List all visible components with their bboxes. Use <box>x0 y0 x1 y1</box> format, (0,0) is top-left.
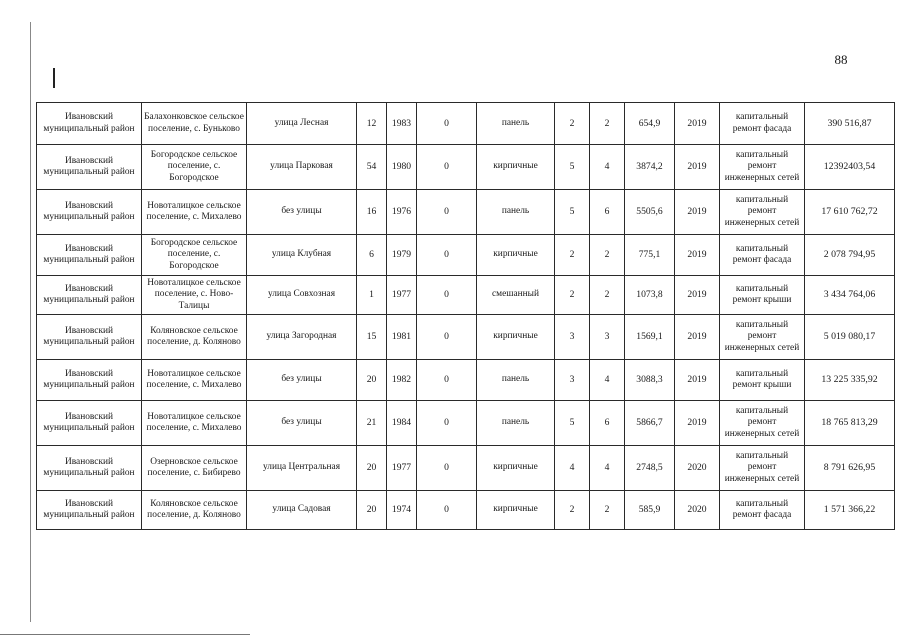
settlement-cell: Балахонковское сельское поселение, с. Буньково <box>142 103 247 145</box>
zero-value-cell: 0 <box>417 446 477 491</box>
cost-cell: 17 610 762,72 <box>805 190 895 235</box>
table-row <box>37 235 895 276</box>
wall-material-cell: панель <box>477 401 555 446</box>
work-type-cell: капитальный ремонт крыши <box>720 276 805 315</box>
table-row <box>37 103 895 145</box>
page-number: 88 <box>834 52 848 67</box>
floors-cell: 3 <box>555 315 590 360</box>
wall-material-cell: кирпичные <box>477 235 555 276</box>
wall-material-cell: кирпичные <box>477 145 555 190</box>
work-type-cell: капитальный ремонт инженерных сетей <box>720 401 805 446</box>
cost-cell: 13 225 335,92 <box>805 360 895 401</box>
work-type-cell: капитальный ремонт крыши <box>720 360 805 401</box>
house-number-cell: 16 <box>357 190 387 235</box>
cost-cell: 8 791 626,95 <box>805 446 895 491</box>
municipality-cell: Ивановский муниципальный район <box>37 103 142 145</box>
table-row <box>37 401 895 446</box>
municipality-cell: Ивановский муниципальный район <box>37 446 142 491</box>
street-cell: улица Загородная <box>247 315 357 360</box>
zero-value-cell: 0 <box>417 491 477 530</box>
entrances-cell: 6 <box>590 190 625 235</box>
wall-material-cell: кирпичные <box>477 446 555 491</box>
work-type-cell: капитальный ремонт инженерных сетей <box>720 315 805 360</box>
floors-cell: 5 <box>555 190 590 235</box>
plan-year-cell: 2019 <box>675 360 720 401</box>
plan-year-cell: 2020 <box>675 446 720 491</box>
plan-year-cell: 2019 <box>675 190 720 235</box>
work-type-cell: капитальный ремонт фасада <box>720 235 805 276</box>
area-cell: 775,1 <box>625 235 675 276</box>
table-row <box>37 190 895 235</box>
work-type-cell: капитальный ремонт инженерных сетей <box>720 145 805 190</box>
work-type-cell: капитальный ремонт инженерных сетей <box>720 446 805 491</box>
street-cell: улица Клубная <box>247 235 357 276</box>
table-row <box>37 446 895 491</box>
zero-value-cell: 0 <box>417 103 477 145</box>
house-number-cell: 54 <box>357 145 387 190</box>
plan-year-cell: 2019 <box>675 145 720 190</box>
entrances-cell: 2 <box>590 491 625 530</box>
floors-cell: 5 <box>555 145 590 190</box>
table-row <box>37 276 895 315</box>
settlement-cell: Богородское сельское поселение, с. Богородское <box>142 145 247 190</box>
build-year-cell: 1977 <box>387 446 417 491</box>
wall-material-cell: панель <box>477 360 555 401</box>
municipality-cell: Ивановский муниципальный район <box>37 145 142 190</box>
zero-value-cell: 0 <box>417 145 477 190</box>
zero-value-cell: 0 <box>417 360 477 401</box>
entrances-cell: 3 <box>590 315 625 360</box>
zero-value-cell: 0 <box>417 235 477 276</box>
build-year-cell: 1976 <box>387 190 417 235</box>
zero-value-cell: 0 <box>417 276 477 315</box>
build-year-cell: 1982 <box>387 360 417 401</box>
plan-year-cell: 2019 <box>675 103 720 145</box>
work-type-cell: капитальный ремонт фасада <box>720 491 805 530</box>
plan-year-cell: 2019 <box>675 401 720 446</box>
table-row <box>37 491 895 530</box>
house-number-cell: 6 <box>357 235 387 276</box>
cost-cell: 5 019 080,17 <box>805 315 895 360</box>
municipality-cell: Ивановский муниципальный район <box>37 235 142 276</box>
entrances-cell: 2 <box>590 235 625 276</box>
municipality-cell: Ивановский муниципальный район <box>37 491 142 530</box>
settlement-cell: Новоталицкое сельское поселение, с. Михалево <box>142 401 247 446</box>
floors-cell: 2 <box>555 491 590 530</box>
wall-material-cell: кирпичные <box>477 491 555 530</box>
municipality-cell: Ивановский муниципальный район <box>37 315 142 360</box>
table-row <box>37 145 895 190</box>
area-cell: 5866,7 <box>625 401 675 446</box>
area-cell: 3874,2 <box>625 145 675 190</box>
house-number-cell: 1 <box>357 276 387 315</box>
table-row <box>37 360 895 401</box>
entrances-cell: 6 <box>590 401 625 446</box>
settlement-cell: Коляновское сельское поселение, д. Коляново <box>142 315 247 360</box>
municipality-cell: Ивановский муниципальный район <box>37 360 142 401</box>
scan-mark <box>0 634 250 635</box>
house-number-cell: 20 <box>357 360 387 401</box>
wall-material-cell: панель <box>477 190 555 235</box>
street-cell: без улицы <box>247 401 357 446</box>
wall-material-cell: смешанный <box>477 276 555 315</box>
municipality-cell: Ивановский муниципальный район <box>37 276 142 315</box>
settlement-cell: Новоталицкое сельское поселение, с. Михалево <box>142 190 247 235</box>
plan-year-cell: 2019 <box>675 315 720 360</box>
scan-margin-line <box>30 22 31 622</box>
settlement-cell: Богородское сельское поселение, с. Богородское <box>142 235 247 276</box>
zero-value-cell: 0 <box>417 315 477 360</box>
floors-cell: 3 <box>555 360 590 401</box>
cost-cell: 2 078 794,95 <box>805 235 895 276</box>
floors-cell: 4 <box>555 446 590 491</box>
floors-cell: 2 <box>555 235 590 276</box>
wall-material-cell: панель <box>477 103 555 145</box>
cost-cell: 1 571 366,22 <box>805 491 895 530</box>
work-type-cell: капитальный ремонт фасада <box>720 103 805 145</box>
house-number-cell: 20 <box>357 491 387 530</box>
cost-cell: 390 516,87 <box>805 103 895 145</box>
municipality-cell: Ивановский муниципальный район <box>37 401 142 446</box>
area-cell: 3088,3 <box>625 360 675 401</box>
area-cell: 1073,8 <box>625 276 675 315</box>
work-type-cell: капитальный ремонт инженерных сетей <box>720 190 805 235</box>
street-cell: улица Парковая <box>247 145 357 190</box>
build-year-cell: 1977 <box>387 276 417 315</box>
area-cell: 2748,5 <box>625 446 675 491</box>
table-row <box>37 315 895 360</box>
build-year-cell: 1974 <box>387 491 417 530</box>
street-cell: улица Лесная <box>247 103 357 145</box>
build-year-cell: 1984 <box>387 401 417 446</box>
house-number-cell: 15 <box>357 315 387 360</box>
settlement-cell: Коляновское сельское поселение, д. Коляново <box>142 491 247 530</box>
street-cell: улица Центральная <box>247 446 357 491</box>
cost-cell: 3 434 764,06 <box>805 276 895 315</box>
house-number-cell: 20 <box>357 446 387 491</box>
street-cell: улица Садовая <box>247 491 357 530</box>
cost-cell: 18 765 813,29 <box>805 401 895 446</box>
settlement-cell: Озерновское сельское поселение, с. Бибирево <box>142 446 247 491</box>
house-number-cell: 21 <box>357 401 387 446</box>
wall-material-cell: кирпичные <box>477 315 555 360</box>
settlement-cell: Новоталицкое сельское поселение, с. Михалево <box>142 360 247 401</box>
build-year-cell: 1979 <box>387 235 417 276</box>
plan-year-cell: 2019 <box>675 276 720 315</box>
area-cell: 5505,6 <box>625 190 675 235</box>
area-cell: 654,9 <box>625 103 675 145</box>
entrances-cell: 4 <box>590 145 625 190</box>
floors-cell: 2 <box>555 276 590 315</box>
house-number-cell: 12 <box>357 103 387 145</box>
plan-year-cell: 2020 <box>675 491 720 530</box>
build-year-cell: 1981 <box>387 315 417 360</box>
entrances-cell: 2 <box>590 276 625 315</box>
area-cell: 1569,1 <box>625 315 675 360</box>
zero-value-cell: 0 <box>417 190 477 235</box>
floors-cell: 2 <box>555 103 590 145</box>
settlement-cell: Новоталицкое сельское поселение, с. Ново-Талицы <box>142 276 247 315</box>
floors-cell: 5 <box>555 401 590 446</box>
entrances-cell: 4 <box>590 360 625 401</box>
street-cell: без улицы <box>247 360 357 401</box>
street-cell: улица Совхозная <box>247 276 357 315</box>
municipality-cell: Ивановский муниципальный район <box>37 190 142 235</box>
area-cell: 585,9 <box>625 491 675 530</box>
plan-year-cell: 2019 <box>675 235 720 276</box>
entrances-cell: 4 <box>590 446 625 491</box>
housing-repair-table <box>36 102 895 530</box>
street-cell: без улицы <box>247 190 357 235</box>
entrances-cell: 2 <box>590 103 625 145</box>
scan-mark <box>53 68 55 88</box>
build-year-cell: 1980 <box>387 145 417 190</box>
build-year-cell: 1983 <box>387 103 417 145</box>
zero-value-cell: 0 <box>417 401 477 446</box>
cost-cell: 12392403,54 <box>805 145 895 190</box>
